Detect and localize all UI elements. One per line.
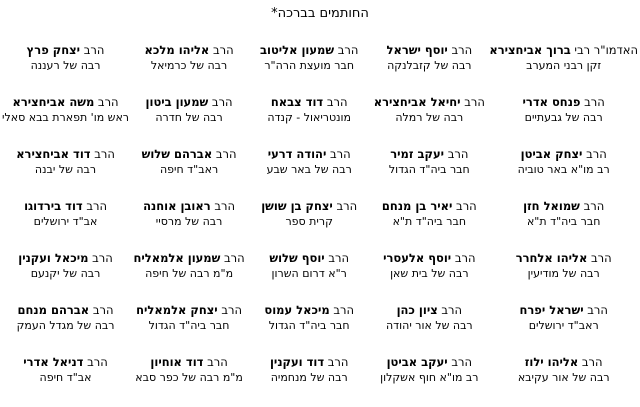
signer-name-text: פנחס אדרי — [522, 95, 581, 109]
signer-entry — [369, 302, 489, 354]
signer-role: רבה של רמלה — [395, 111, 464, 124]
signer-entry — [2, 94, 129, 146]
signer-title: הרב — [224, 251, 245, 265]
signer-name-text: ברוך אביחצירא — [489, 43, 571, 57]
signer-name — [129, 198, 249, 214]
signer-name — [369, 250, 489, 266]
signer-name-text: שמעון ביטון — [145, 95, 209, 109]
signer-name — [249, 146, 369, 162]
signer-title: הרב — [221, 303, 242, 317]
signer-title: הרב — [94, 147, 115, 161]
signer-name-text: אברהם מנחם — [17, 303, 90, 317]
signer-name-text: דוד בירדוגו — [24, 199, 83, 213]
signer-name-text: ישראל יפרח — [519, 303, 584, 317]
signer-name-text: אליהו מלכא — [144, 43, 210, 57]
signer-role: אב"ד חיפה — [39, 371, 92, 384]
signer-role: רבה של מנחמיה — [270, 371, 348, 384]
signer-entry — [369, 198, 489, 250]
signer-role: רבה של באר שבע — [266, 163, 352, 176]
signer-name — [129, 146, 249, 162]
signer-name — [369, 42, 489, 58]
signer-entry — [2, 146, 129, 198]
signer-name-text: שמואל חזן — [523, 199, 580, 213]
signer-role: רבה של בית שאן — [390, 267, 469, 280]
signer-entry — [129, 250, 249, 302]
signer-role: ראב"ד חיפה — [159, 163, 219, 176]
signer-title: הרב — [587, 303, 608, 317]
signer-entry — [2, 198, 129, 250]
signer-title: הרב — [333, 303, 354, 317]
signer-name-text: דוד אביחצירא — [16, 147, 91, 161]
signer-entry — [249, 198, 369, 250]
signer-name-text: אליהו ילוז — [524, 355, 579, 369]
signer-title: הרב — [330, 147, 351, 161]
signer-name-text: יעקב זמיר — [390, 147, 445, 161]
signer-entry — [129, 146, 249, 198]
signer-role: חבר מועצת הרה"ר — [264, 59, 355, 72]
signer-role: רבה של רעננה — [30, 59, 101, 72]
signer-entry — [489, 198, 638, 250]
signer-entry — [129, 302, 249, 354]
signer-entry — [129, 198, 249, 250]
signer-title: הרב — [447, 147, 469, 161]
signer-role: רבה של גבעתיים — [524, 111, 603, 124]
signer-entry — [489, 302, 638, 354]
signer-entry — [489, 42, 638, 94]
signer-name-text: דוד אוחיון — [150, 355, 204, 369]
signer-name — [2, 302, 129, 318]
signer-title: הרב — [591, 251, 612, 265]
signer-name-text: מיכאל עמוס — [264, 303, 330, 317]
signer-name-text: שמעון אלמאליח — [133, 251, 221, 265]
signer-name-text: יצחק פרץ — [26, 43, 81, 57]
signer-name-text: יהודה דרעי — [267, 147, 327, 161]
signer-name — [129, 354, 249, 370]
signer-entry — [369, 146, 489, 198]
signer-name — [249, 42, 369, 58]
signer-name — [249, 198, 369, 214]
signer-role: רבה של כרמיאל — [150, 59, 228, 72]
signer-name — [489, 94, 638, 110]
signer-entry — [129, 354, 249, 406]
signer-name-text: יעקב אביטן — [386, 355, 448, 369]
signer-name — [2, 146, 129, 162]
signer-name-text: יחיאל אביחצירא — [373, 95, 461, 109]
signer-entry — [369, 250, 489, 302]
signer-name-text: יצחק אלמאליח — [136, 303, 218, 317]
signer-role: חבר ביה"ד הגדול — [268, 319, 350, 332]
signer-name — [489, 198, 638, 214]
signer-role: חבר ביה"ד ת"א — [392, 215, 467, 228]
signer-name — [489, 146, 638, 162]
signer-name — [489, 42, 638, 58]
signer-role: רב מו"א באר טוביה — [517, 163, 610, 176]
signer-entry — [2, 302, 129, 354]
signer-name — [249, 354, 369, 370]
signer-entry — [2, 42, 129, 94]
signer-name-text: דוד צבאח — [270, 95, 324, 109]
signer-entry — [369, 354, 489, 406]
signer-role: רבה של חדרה — [155, 111, 223, 124]
signer-name-text: אברהם שלוש — [141, 147, 213, 161]
signer-title: הרב — [581, 355, 603, 369]
signer-name — [129, 42, 249, 58]
signer-role: ראב"ד ירושלים — [528, 319, 599, 332]
signer-name — [369, 146, 489, 162]
signer-entry — [2, 250, 129, 302]
signer-role: רבה של אור עקיבא — [517, 371, 610, 384]
signer-title: הרב — [326, 95, 348, 109]
signer-entry — [369, 42, 489, 94]
signer-title: הרב — [212, 43, 234, 57]
signer-role: רבה של קזבלנקה — [387, 59, 472, 72]
signer-role: חבר ביה"ד הגדול — [388, 163, 470, 176]
signer-role: מ"מ רבה של כפר סבא — [135, 371, 243, 384]
signer-name-text: ציון כהן — [396, 303, 438, 317]
signer-name — [2, 250, 129, 266]
signer-title: הרב — [327, 355, 349, 369]
signer-role: אב"ד ירושלים — [33, 215, 98, 228]
signer-title: הרב — [451, 43, 473, 57]
signer-name — [129, 302, 249, 318]
signer-title: הרב — [337, 43, 359, 57]
signer-title: הרב — [583, 199, 605, 213]
signer-name — [489, 302, 638, 318]
signer-name-text: יוסף אלעסרי — [383, 251, 452, 265]
signer-name — [2, 42, 129, 58]
signer-name — [489, 354, 638, 370]
signer-name — [2, 198, 129, 214]
signer-entry — [489, 146, 638, 198]
signer-title: הרב — [441, 303, 463, 317]
signer-title: הרב — [584, 95, 605, 109]
signers-grid — [2, 42, 638, 406]
signer-name-text: שמעון אליטוב — [259, 43, 335, 57]
signer-entry — [249, 42, 369, 94]
signer-entry — [249, 94, 369, 146]
signer-title: הרב — [92, 251, 113, 265]
signer-entry — [249, 302, 369, 354]
signer-title: הרב — [87, 355, 108, 369]
signer-title: האדמו"ר רבי — [574, 43, 638, 57]
signer-name — [369, 354, 489, 370]
signer-entry — [249, 250, 369, 302]
signer-role: רבה של יקנעם — [30, 267, 101, 280]
signer-entry — [2, 354, 129, 406]
signer-name-text: אליהו אלחרר — [515, 251, 588, 265]
signer-role: רבה של מרסיי — [155, 215, 223, 228]
signer-title: הרב — [207, 355, 228, 369]
signer-title: הרב — [336, 199, 358, 213]
signer-name-text: יוסף שלוש — [269, 251, 325, 265]
signer-role: רב מו"א חוף אשקלון — [380, 371, 479, 384]
signer-name — [249, 250, 369, 266]
signer-name — [2, 94, 129, 110]
signer-title: הרב — [97, 95, 119, 109]
signer-name — [369, 198, 489, 214]
signer-name-text: יוסף ישראל — [386, 43, 448, 57]
signer-title: הרב — [454, 251, 476, 265]
signer-title: הרב — [328, 251, 349, 265]
signer-role: ר"א דרום השרון — [271, 267, 347, 280]
signer-name — [2, 354, 129, 370]
signer-title: הרב — [211, 95, 233, 109]
signer-entry — [249, 354, 369, 406]
signer-entry — [489, 250, 638, 302]
signer-name-text: ראובן אוחנה — [143, 199, 211, 213]
signer-name — [369, 302, 489, 318]
signer-entry — [129, 42, 249, 94]
signer-role: רבה של מודיעין — [527, 267, 600, 280]
signer-entry — [369, 94, 489, 146]
signer-title: הרב — [215, 147, 237, 161]
signer-title: הרב — [586, 147, 607, 161]
signer-name — [369, 94, 489, 110]
signer-entry — [489, 94, 638, 146]
signer-title: הרב — [83, 43, 105, 57]
signer-name-text: דניאל אדרי — [23, 355, 84, 369]
signer-role: מונטריאול - קנדה — [267, 111, 351, 124]
signer-name-text: יצחק בן שושן — [261, 199, 333, 213]
signer-name — [129, 94, 249, 110]
signer-role: רבה של מגדל העמק — [16, 319, 115, 332]
signer-title: הרב — [451, 355, 472, 369]
signer-name — [129, 250, 249, 266]
signer-role: קרית ספר — [285, 215, 333, 228]
signer-role: זקן רבני המערב — [526, 59, 602, 72]
signer-role: ראש מו' תפארת בבא סאלי — [2, 111, 130, 124]
signer-name-text: דוד ועקנין — [269, 355, 325, 369]
signer-role: חבר ביה"ד ת"א — [526, 215, 601, 228]
signer-title: הרב — [464, 95, 485, 109]
signer-name-text: יצחק אביטן — [520, 147, 583, 161]
signer-name — [489, 250, 638, 266]
signer-role: רבה של אור יהודה — [385, 319, 473, 332]
signer-name — [249, 94, 369, 110]
signer-name-text: משה אביחצירא — [12, 95, 95, 109]
signer-title: הרב — [214, 199, 235, 213]
page-title: החותמים בברכה* — [271, 6, 369, 21]
signer-entry — [489, 354, 638, 406]
signer-name-text: מיכאל ועקנין — [18, 251, 89, 265]
signer-role: מ"מ רבה של חיפה — [145, 267, 234, 280]
signer-title: הרב — [92, 303, 114, 317]
signer-name-text: יאיר בן מנחם — [381, 199, 453, 213]
signer-entry — [249, 146, 369, 198]
signer-entry — [129, 94, 249, 146]
signer-title: הרב — [456, 199, 477, 213]
signer-role: רבה של יבנה — [34, 163, 97, 176]
signer-title: הרב — [86, 199, 107, 213]
signer-name — [249, 302, 369, 318]
signer-role: חבר ביה"ד הגדול — [148, 319, 230, 332]
